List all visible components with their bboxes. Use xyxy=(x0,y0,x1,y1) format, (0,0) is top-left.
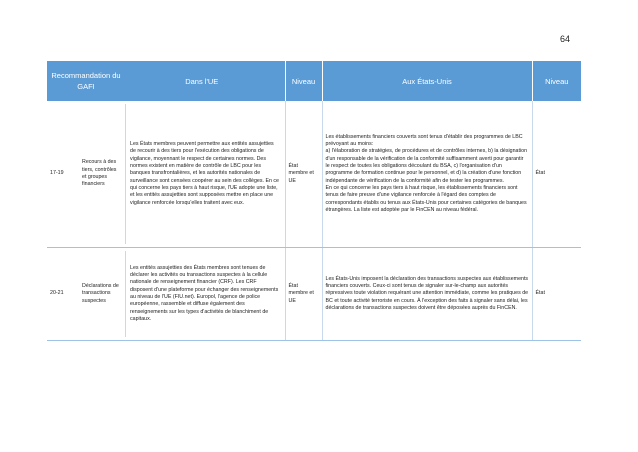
row-number: 20-21 xyxy=(50,290,64,297)
table-row xyxy=(47,248,581,341)
row-left-cell xyxy=(47,101,285,248)
row-number: 17-19 xyxy=(50,170,64,177)
row-niveau-ue: État membre et UE xyxy=(285,248,322,341)
header-recommandation-label: Recommandation du GAFI xyxy=(51,71,121,91)
header-niveau-ue: Niveau xyxy=(285,61,322,101)
row-left-cell xyxy=(47,248,285,341)
recommendation-table xyxy=(47,61,581,341)
row-niveau-us: État xyxy=(532,248,581,341)
header-recommandation xyxy=(47,61,285,101)
row-niveau-us: État xyxy=(532,101,581,248)
table-row xyxy=(47,101,581,248)
row-us-text: Les États-Unis imposent la déclaration des transactions suspectes aux établissements financiers couverts. Ceux-ci sont tenus de signaler sur-le-champ aux autorités répressives toute violation requérant une attention immédiate, comme les pratiques de BC et toute activité terroriste en cours. À l'exception des faits à signaler sans délai, les déclarations de transactions suspectes doivent être déposées auprès du FinCEN. xyxy=(322,248,532,341)
table-header-row xyxy=(47,61,581,101)
header-ue: Dans l'UE xyxy=(185,76,219,86)
header-niveau-us: Niveau xyxy=(532,61,581,101)
page-number: 64 xyxy=(560,34,571,44)
row-ue-text: Les entités assujetties des États membres sont tenues de déclarer les activités ou transactions suspectes à la cellule nationale de renseignement financier (CRF). Les CRF disposent d'une plateforme pour échanger des renseignements au niveau de l'UE (FIU.net). Europol, l'agence de police européenne, rassemble et diffuse également des renseignements sur les types d'activités de blanchiment de capitaux. xyxy=(125,251,285,337)
row-topic: Recours à des tiers, contrôles et groupes financiers xyxy=(82,159,117,188)
row-ue-text: Les États membres peuvent permettre aux entités assujetties de recourir à des tiers pour l'exécution des obligations de vigilance, moyennant le respect de certaines normes. Des normes existent en matière de contrôle de LBC pour les banques transfrontalières, et les autorités nationales de surveillance sont censées coopérer au sein des collèges. En ce qui concerne les pays tiers à haut risque, l'UE adopte une liste, et les entités assujetties sont supposées mettre en place une vigilance renforcée lorsqu'elles traitent avec eux. xyxy=(125,104,285,244)
row-niveau-ue: État membre et UE xyxy=(285,101,322,248)
row-us-text: Les établissements financiers couverts sont tenus d'établir des programmes de LBC prévoyant au moins: a) l'élaboration de stratégies, de procédures et de contrôles internes, b) la désignation d'un responsable de la vérification de la conformité suffisamment averti pour garantir le respect de toutes les obligations découlant du BSA, c) l'organisation d'un programme de formation continue pour le personnel, et d) la création d'une fonction indépendante de vérification de la conformité afin de tester les programmes. En ce qui concerne les pays tiers à haut risque, les établissements financiers sont tenus de faire preuve d'une vigilance renforcée à l'égard des comptes de correspondants établis ou tenus aux États-Unis pour certaines catégories de banques étrangères. La liste est adoptée par le FinCEN au niveau fédéral. xyxy=(322,101,532,248)
row-topic: Déclarations de transactions suspectes xyxy=(82,283,119,304)
header-us: Aux États-Unis xyxy=(322,61,532,101)
